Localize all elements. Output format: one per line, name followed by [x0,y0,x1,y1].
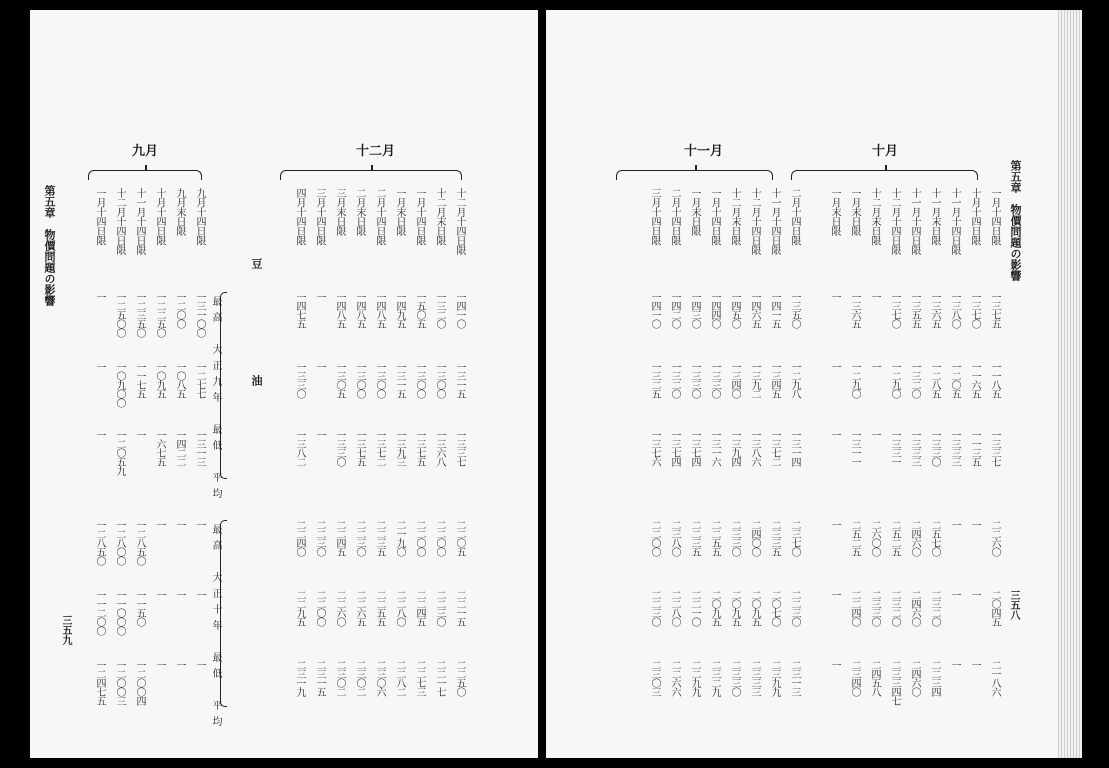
value-cell: 二二四〇 [294,520,305,556]
row-label: 一月末日限 [394,188,405,236]
value-cell: 一三三〇 [929,430,940,466]
value-cell: 一四三〇 [689,292,700,328]
value-cell: 一〇九五 [154,362,165,398]
row-label: 二月十四日限 [374,188,385,245]
value-cell: 一四八五 [354,292,365,328]
running-title: 第五章 物價問題の影響 [43,185,56,306]
value-cell: 二三〇六 [374,660,385,696]
value-cell: 一 [154,520,165,529]
value-cell: 一 [134,430,145,439]
value-cell: 一三五〇 [789,292,800,328]
value-cell: 一三七〇 [969,292,980,328]
value-cell: 一四七五 [294,292,305,328]
value-cell: 二二六〇 [334,590,345,626]
value-cell: 一四一〇 [454,292,465,328]
value-cell: 二二三〇 [649,590,660,626]
value-cell: 一三四五 [769,362,780,398]
value-cell: 一三七五 [354,430,365,466]
value-cell: 二二一〇 [689,590,700,626]
value-cell: 二三八〇 [669,520,680,556]
value-cell: 一 [829,362,840,371]
value-cell: 一三三一 [889,430,900,466]
value-cell: 二二〇五 [454,520,465,556]
value-cell: 一三三〇 [709,362,720,398]
value-cell: 二三七〇 [789,520,800,556]
value-cell: 一 [314,362,325,371]
value-cell: 一三二〇 [909,362,920,398]
value-cell: 一 [829,430,840,439]
row-label: 十二月十四日限 [889,188,900,255]
value-cell: 一二八五 [929,362,940,398]
value-cell: 二四六〇 [909,590,920,626]
value-cell: 一 [869,362,880,371]
value-cell: 一二八五〇 [94,520,105,565]
value-cell: 一 [94,292,105,301]
value-cell: 一二〇〇四 [134,660,145,705]
value-cell: 一二三五〇 [134,292,145,337]
value-cell: 一三三〇 [294,362,305,398]
value-cell: 一 [194,660,205,669]
value-cell: 一二五〇〇 [114,292,125,337]
value-cell: 一一六五 [969,362,980,398]
value-cell: 一〇九〇〇 [114,362,125,407]
value-cell: 二三三三 [749,660,760,696]
value-cell: 二二八二 [394,660,405,696]
row-label: 九月末日限 [174,188,185,236]
value-cell: 一 [969,520,980,529]
page-number: 三五九 [60,615,71,645]
value-cell: 二二三〇 [789,590,800,626]
value-cell: 一 [829,590,840,599]
value-cell: 一 [869,292,880,301]
row-label: 三月十四日限 [314,188,325,245]
row-label: 一月十四日限 [414,188,425,245]
value-cell: 二三〇二 [334,660,345,696]
value-cell: 一三〇〇 [354,362,365,398]
value-cell: 二二九九 [689,660,700,696]
value-cell: 一三〇五 [334,362,345,398]
value-cell: 一三七六 [649,430,660,466]
value-cell: 一三一一 [849,430,860,466]
value-cell: 一 [174,660,185,669]
value-cell: 一 [154,660,165,669]
value-cell: 一二二五〇 [154,292,165,337]
value-cell: 一 [174,590,185,599]
value-cell: 一四六五 [749,292,760,328]
value-cell: 二二三〇 [314,520,325,556]
value-cell: 一二八〇〇 [114,520,125,565]
value-cell: 二二三五 [689,520,700,556]
brace-september [88,170,202,180]
value-cell: 二二〇〇 [314,590,325,626]
value-cell: 二五二五 [889,520,900,556]
value-cell: 二一九〇 [394,520,405,556]
value-cell: 一三三三 [909,430,920,466]
value-cell: 一四八五 [334,292,345,328]
row-label: 一月末日限 [849,188,860,236]
value-cell: 一三八六 [749,430,760,466]
value-cell: 一 [194,520,205,529]
value-cell: 二二四五 [414,590,425,626]
value-cell: 一 [949,660,960,669]
value-cell: 一 [194,590,205,599]
value-cell: 一三九三 [394,430,405,466]
row-label: 十月十四日限 [969,188,980,245]
row-label: 十二月末日限 [434,188,445,245]
row-label: 十二月末日限 [729,188,740,245]
value-cell: 一二九〇 [849,362,860,398]
value-cell: 二三三五 [769,520,780,556]
row-label: 二月末日限 [354,188,365,236]
value-cell: 二二六六 [669,660,680,696]
value-cell: 一四九五 [394,292,405,328]
row-label: 十二月十四日限 [749,188,760,255]
value-cell: 二三〇二 [354,660,365,696]
page-edge [1058,10,1082,758]
value-cell: 二二〇〇 [414,520,425,556]
row-label: 十月十四日限 [154,188,165,245]
row-label: 一月十四日限 [94,188,105,245]
value-cell: 二二一七 [434,660,445,696]
value-cell: 一四一〇 [649,292,660,328]
value-cell: 二二五〇 [454,660,465,696]
right-page [546,10,1058,758]
row-label: 十二月十四日限 [454,188,465,255]
group-label-november: 十一月 [684,144,724,159]
value-cell: 一一三五 [969,430,980,466]
value-cell: 二三三〇 [869,590,880,626]
row-label: 二月十四日限 [789,188,800,245]
section-title-soybean-oil: 豆 油 [250,258,263,414]
value-cell: 二二七三 [414,660,425,696]
value-cell: 一三七五 [414,430,425,466]
header-bracket-taisho10 [220,520,227,707]
value-cell: 二〇九五 [749,590,760,626]
value-cell: 一〇八五 [174,362,185,398]
row-label: 一月末日限 [689,188,700,236]
value-cell: 一 [829,520,840,529]
page-number: 三五八 [1008,590,1019,620]
value-cell: 二五二五 [849,520,860,556]
row-label: 十二月末日限 [869,188,880,245]
value-cell: 一三二〇 [434,292,445,328]
value-cell: 一二四七五 [94,660,105,705]
value-cell: 一三一〇〇 [194,292,205,337]
value-cell: 一二八五〇 [134,520,145,565]
value-cell: 一 [314,430,325,439]
value-cell: 二二三〇 [354,520,365,556]
row-label: 四月十四日限 [294,188,305,245]
running-title: 第五章 物價問題の影響 [1009,160,1022,281]
value-cell: 一三一六 [709,430,720,466]
value-cell: 二二八〇 [669,590,680,626]
value-cell: 二三二〇 [889,590,900,626]
value-cell: 二〇九五 [729,590,740,626]
value-cell: 一二九〇 [889,362,900,398]
value-cell: 二二三四 [929,660,940,696]
value-cell: 一三三〇 [689,362,700,398]
value-cell: 一四四〇 [709,292,720,328]
value-cell: 一三三〇 [334,430,345,466]
value-cell: 一三七四 [689,430,700,466]
value-cell: 一三九二 [749,362,760,398]
value-cell: 一二〇五九 [114,430,125,475]
value-cell: 一一八五 [989,362,1000,398]
header-taisho9: 最高 大正九年 最低 平均 [210,296,221,504]
row-label: 一月十四日限 [709,188,720,245]
value-cell: 一二〇五 [949,362,960,398]
left-page [30,10,538,758]
row-label: 三月末日限 [334,188,345,236]
value-cell: 一三四〇 [729,362,740,398]
value-cell: 二二〇〇 [434,520,445,556]
value-cell: 一三〇〇 [434,362,445,398]
value-cell: 一一二〇〇 [94,590,105,635]
value-cell: 一 [829,660,840,669]
value-cell: 二二六〇 [989,520,1000,556]
value-cell: 二三二九 [709,660,720,696]
brace-december [280,170,462,180]
value-cell: 一 [154,590,165,599]
value-cell: 二三〇三 [649,660,660,696]
row-label: 十一月十四日限 [909,188,920,255]
value-cell: 一 [969,660,980,669]
value-cell: 一四二〇 [669,292,680,328]
value-cell: 一 [829,292,840,301]
value-cell: 一 [949,520,960,529]
value-cell: 二二八〇 [394,590,405,626]
value-cell: 二二一五 [454,590,465,626]
value-cell: 一三七二 [374,430,385,466]
value-cell: 一三九四 [729,430,740,466]
value-cell: 二〇七〇 [769,590,780,626]
value-cell: 一 [174,520,185,529]
value-cell: 二三三四七 [889,660,900,705]
value-cell: 一三三七 [454,430,465,466]
value-cell: 一三七五 [989,292,1000,328]
value-cell: 一四二二 [174,430,185,466]
value-cell: 一 [94,362,105,371]
value-cell: 一三六五 [929,292,940,328]
value-cell: 二二六五 [354,590,365,626]
value-cell: 二三三〇 [729,660,740,696]
value-cell: 一四八五 [374,292,385,328]
value-cell: 一三六八 [434,430,445,466]
value-cell: 二二三〇 [434,590,445,626]
value-cell: 二二〇〇 [649,520,660,556]
value-cell: 一三七〇 [889,292,900,328]
value-cell: 一三一四 [789,430,800,466]
header-taisho10: 最高 大正十年 最低 平均 [210,524,221,732]
value-cell: 一 [869,430,880,439]
value-cell: 一二〇〇 [174,292,185,328]
group-label-september: 九月 [132,144,159,159]
row-label: 一月末日限 [829,188,840,236]
value-cell: 二六〇〇 [869,520,880,556]
value-cell: 一四一五 [769,292,780,328]
binding-gutter [538,0,546,768]
value-cell: 一三七二 [769,430,780,466]
row-label: 九月十四日限 [194,188,205,245]
value-cell: 一一五〇 [134,590,145,626]
value-cell: 二三一三 [789,660,800,696]
value-cell: 一三三三 [949,430,960,466]
value-cell: 一三八〇 [949,292,960,328]
value-cell: 一三一五 [454,362,465,398]
group-label-october: 十月 [872,144,899,159]
value-cell: 一二〇〇三 [114,660,125,705]
value-cell: 一三六五 [849,292,860,328]
brace-october [791,170,978,180]
row-label: 十一月十四日限 [949,188,960,255]
brace-november [616,170,773,180]
value-cell: 二四六〇 [909,660,920,696]
value-cell: 一三三七 [989,430,1000,466]
row-label: 三月十四日限 [649,188,660,245]
value-cell: 二三二〇 [929,590,940,626]
value-cell: 二〇九五 [709,590,720,626]
value-cell: 一三二〇 [669,362,680,398]
value-cell: 一二九八 [789,362,800,398]
header-bracket-taisho9 [220,292,227,479]
value-cell: 一三〇〇 [374,362,385,398]
value-cell: 一 [969,590,980,599]
value-cell: 一一〇〇〇 [114,590,125,635]
value-cell: 二二五五 [709,520,720,556]
value-cell: 一二七七 [194,362,205,398]
value-cell: 二二四五 [334,520,345,556]
value-cell: 一三五五 [909,292,920,328]
value-cell: 二三九九 [769,660,780,696]
value-cell: 一三七四 [669,430,680,466]
value-cell: 一 [949,590,960,599]
value-cell: 一六七五 [154,430,165,466]
value-cell: 一三一五 [394,362,405,398]
row-label: 十二月十四日限 [114,188,125,255]
value-cell: 一三一三 [194,430,205,466]
value-cell: 二四〇〇 [749,520,760,556]
value-cell: 二三三〇 [729,520,740,556]
value-cell: 一三二五 [649,362,660,398]
value-cell: 一三〇〇 [414,362,425,398]
value-cell: 一 [314,292,325,301]
row-label: 十一月十四日限 [769,188,780,255]
value-cell: 二〇四五 [989,590,1000,626]
value-cell: 二二三五 [374,520,385,556]
row-label: 一月十四日限 [989,188,1000,245]
row-label: 二月十四日限 [669,188,680,245]
value-cell: 二二五五 [374,590,385,626]
value-cell: 一五〇五 [414,292,425,328]
value-cell: 一四五〇 [729,292,740,328]
value-cell: 二三一五 [314,660,325,696]
value-cell: 二二九五 [294,590,305,626]
value-cell: 二二四〇 [849,590,860,626]
value-cell: 二四六〇 [909,520,920,556]
group-label-december: 十二月 [356,144,396,159]
value-cell: 二五七〇 [929,520,940,556]
value-cell: 一一七五 [134,362,145,398]
value-cell: 二四五八 [869,660,880,696]
row-label: 十一月末日限 [929,188,940,245]
value-cell: 二一八六 [989,660,1000,696]
value-cell: 二三四〇 [849,660,860,696]
value-cell: 二三一九 [294,660,305,696]
row-label: 十一月十四日限 [134,188,145,255]
value-cell: 一 [94,430,105,439]
value-cell: 一三八二 [294,430,305,466]
